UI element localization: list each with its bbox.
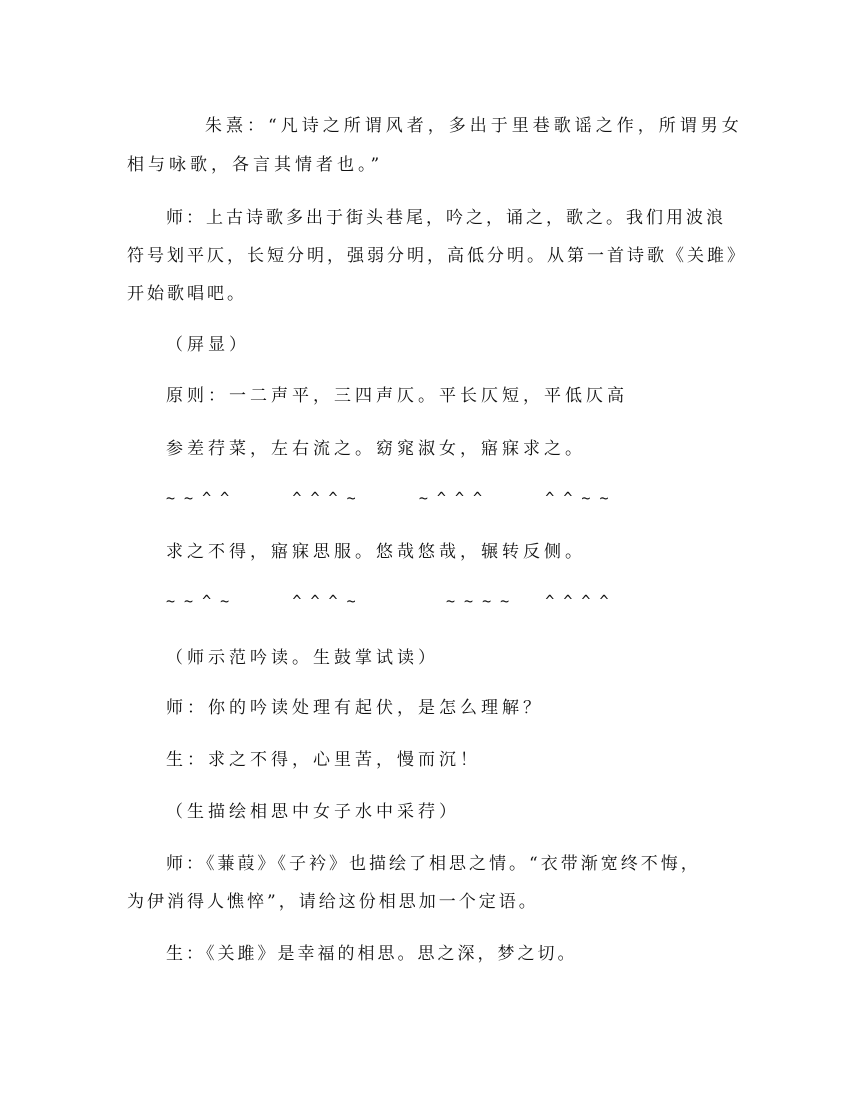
principle-line: 原则：一二声平，三四声仄。平长仄短，平低仄高	[166, 386, 628, 406]
quote-line-1: 朱熹：“凡诗之所谓风者，多出于里巷歌谣之作，所谓男女	[205, 116, 743, 136]
stage-direction-2: （生描绘相思中女子水中采荇）	[166, 802, 460, 822]
poem-line-2: 求之不得，寤寐思服。悠哉悠哉，辗转反侧。	[166, 542, 586, 562]
student-answer-1: 生：求之不得，心里苦，慢而沉！	[166, 750, 481, 770]
teacher-line-5: 为伊消得人憔悴”，请给这份相思加一个定语。	[127, 892, 539, 912]
teacher-line-3: 开始歌唱吧。	[127, 284, 247, 304]
tone-marks-2: ~ ~ ^ ~ ^ ^ ^ ~ ~ ~ ~ ~ ^ ^ ^ ^	[166, 592, 609, 610]
teacher-line-4: 师：《蒹葭》《子衿》也描绘了相思之情。“衣带渐宽终不悔，	[166, 854, 701, 874]
teacher-line-2: 符号划平仄，长短分明，强弱分明，高低分明。从第一首诗歌《关雎》	[127, 246, 747, 266]
teacher-question: 师：你的吟读处理有起伏，是怎么理解？	[166, 698, 544, 718]
teacher-line-1: 师：上古诗歌多出于街头巷尾，吟之，诵之，歌之。我们用波浪	[166, 208, 726, 228]
poem-line-1: 参差荇菜，左右流之。窈窕淑女，寤寐求之。	[166, 439, 586, 459]
stage-direction-1: （师示范吟读。生鼓掌试读）	[166, 648, 439, 668]
screen-display-label: （屏显）	[166, 335, 250, 355]
quote-line-2: 相与咏歌，各言其情者也。”	[127, 155, 384, 175]
student-answer-2: 生：《关雎》是幸福的相思。思之深，梦之切。	[166, 944, 578, 964]
tone-marks-1: ~ ~ ^ ^ ^ ^ ^ ~ ~ ^ ^ ^ ^ ^ ~ ~	[166, 489, 609, 507]
